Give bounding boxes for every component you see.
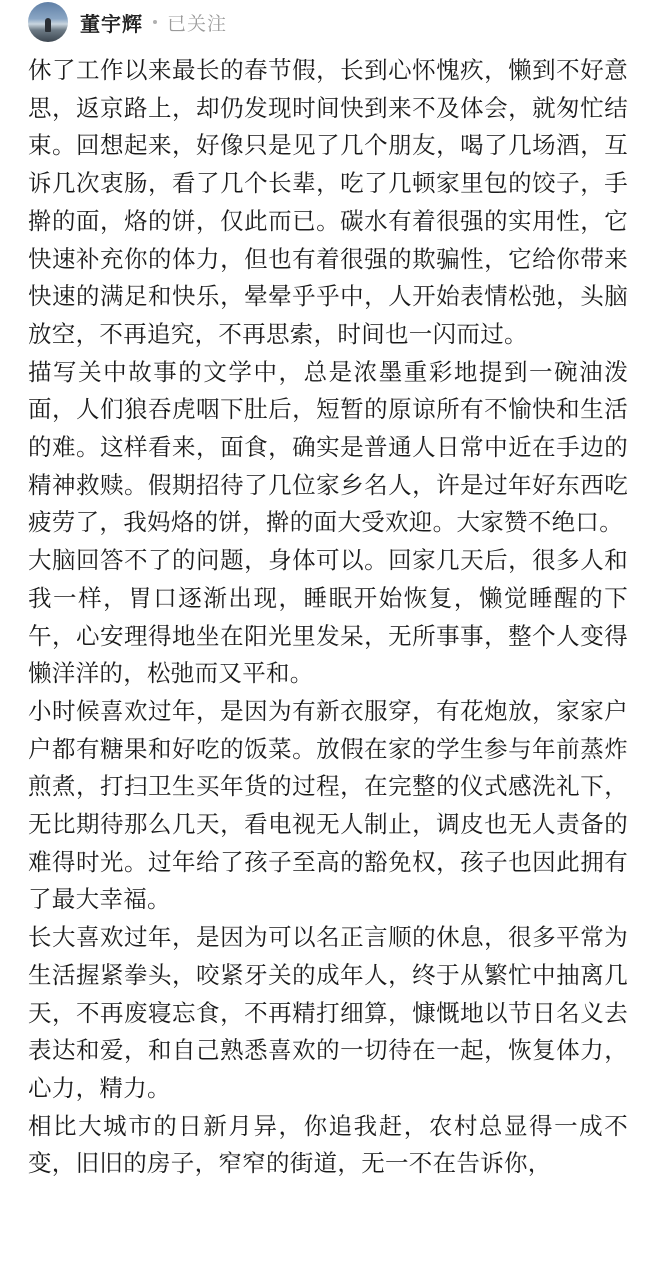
- author-name[interactable]: 董宇辉: [80, 11, 143, 36]
- article-paragraph: 描写关中故事的文学中，总是浓墨重彩地提到一碗油泼面，人们狼吞虎咽下肚后，短暂的原谅所有不愉快和生活的难。这样看来，面食，确实是普通人日常中近在手边的精神救赎。假期招待了几位家乡名人，许是过年好东西吃疲劳了，我妈烙的饼，擀的面大受欢迎。大家赞不绝口。: [28, 357, 628, 537]
- post-header: [0, 0, 650, 44]
- separator-dot: [153, 20, 157, 24]
- author-avatar[interactable]: [28, 2, 68, 42]
- follow-status-button[interactable]: 已关注: [167, 12, 228, 35]
- article-body: [28, 52, 628, 1183]
- article-paragraph: 相比大城市的日新月异，你追我赶，农村总显得一成不变，旧旧的房子，窄窄的街道，无一不在告诉你，: [28, 1111, 628, 1178]
- article-paragraph: 长大喜欢过年，是因为可以名正言顺的休息，很多平常为生活握紧拳头，咬紧牙关的成年人，终于从繁忙中抽离几天，不再废寝忘食，不再精打细算，慷慨地以节日名义去表达和爱，和自己熟悉喜欢的一切待在一起，恢复体力，心力，精力。: [28, 923, 628, 1102]
- article-paragraph: 小时候喜欢过年，是因为有新衣服穿，有花炮放，家家户户都有糖果和好吃的饭菜。放假在家的学生参与年前蒸炸煎煮，打扫卫生买年货的过程，在完整的仪式感洗礼下，无比期待那么几天，看电视无人制止，调皮也无人责备的难得时光。过年给了孩子至高的豁免权，孩子也因此拥有了最大幸福。: [28, 696, 628, 914]
- article-paragraph: 休了工作以来最长的春节假，长到心怀愧疚，懒到不好意思，返京路上，却仍发现时间快到来不及体会，就匆忙结束。回想起来，好像只是见了几个朋友，喝了几场酒，互诉几次衷肠，看了几个长辈，吃了几顿家里包的饺子，手擀的面，烙的饼，仅此而已。碳水有着很强的实用性，它快速补充你的体力，但也有着很强的欺骗性，它给你带来快速的满足和快乐，晕晕乎乎中，人开始表情松弛，头脑放空，不再追究，不再思索，时间也一闪而过。: [28, 56, 628, 348]
- avatar-figure: [45, 18, 51, 32]
- article-paragraph: 大脑回答不了的问题，身体可以。回家几天后，很多人和我一样，胃口逐渐出现，睡眠开始恢复，懒觉睡醒的下午，心安理得地坐在阳光里发呆，无所事事，整个人变得懒洋洋的，松弛而又平和。: [28, 546, 628, 688]
